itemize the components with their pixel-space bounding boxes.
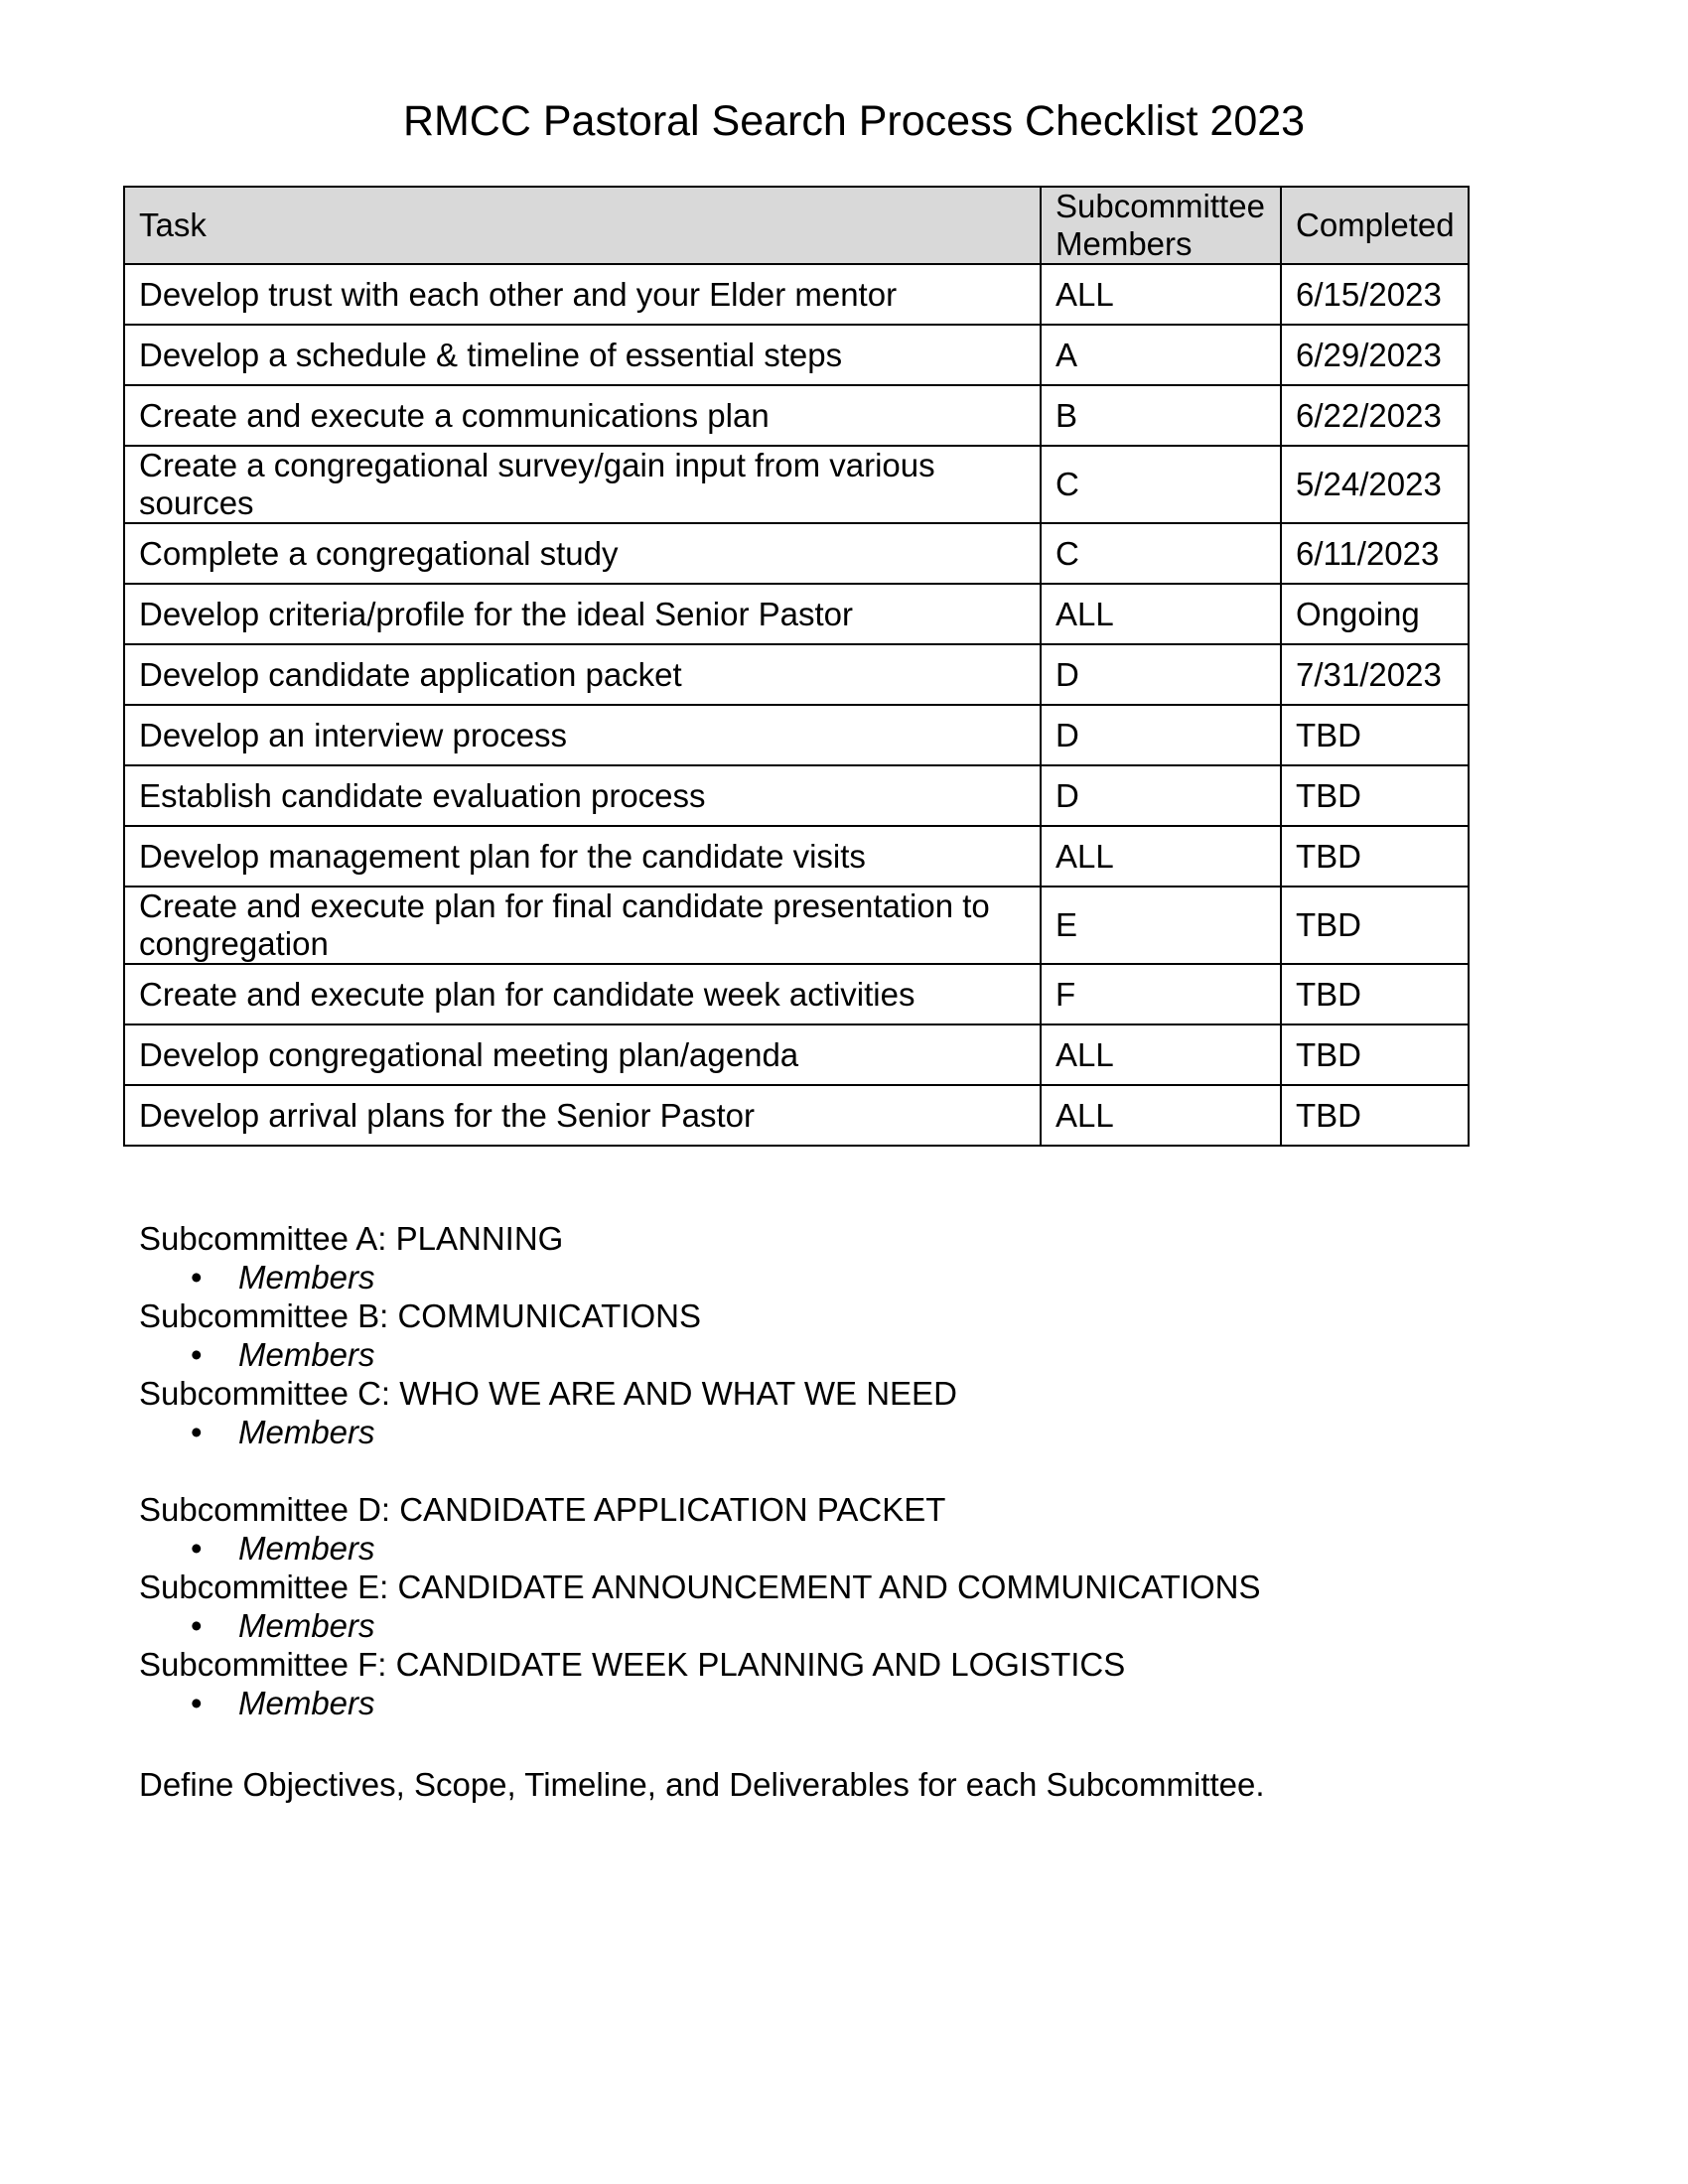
task-cell <box>124 887 1041 964</box>
subcommittee-c-members <box>139 1413 1579 1451</box>
checklist-table <box>123 186 1470 1147</box>
completed-cell: Ongoing <box>1281 584 1469 644</box>
task-cell: Develop management plan for the candidate visits <box>124 826 1041 887</box>
subcommittee-f-heading: Subcommittee F: CANDIDATE WEEK PLANNING AND LOGISTICS <box>139 1646 1126 1683</box>
members-label: Members <box>238 1259 375 1296</box>
table-row <box>124 325 1469 385</box>
members-label: Members <box>238 1530 375 1567</box>
completed-cell: TBD <box>1281 1085 1469 1146</box>
table-row <box>124 705 1469 765</box>
members-cell: E <box>1041 887 1281 964</box>
completed-cell: 7/31/2023 <box>1281 644 1469 705</box>
task-cell: Develop congregational meeting plan/agenda <box>124 1024 1041 1085</box>
task-cell: Develop an interview process <box>124 705 1041 765</box>
subcommittee-d-members <box>139 1529 1579 1568</box>
members-cell: C <box>1041 446 1281 523</box>
members-cell: B <box>1041 385 1281 446</box>
members-cell: C <box>1041 523 1281 584</box>
table-row <box>124 887 1469 964</box>
table-row <box>124 826 1469 887</box>
task-cell: Create and execute a communications plan <box>124 385 1041 446</box>
spacer <box>139 1451 1579 1490</box>
members-cell: ALL <box>1041 1024 1281 1085</box>
members-label: Members <box>238 1685 375 1721</box>
members-cell: ALL <box>1041 826 1281 887</box>
subcommittee-f-members <box>139 1684 1579 1722</box>
subcommittee-e-heading: Subcommittee E: CANDIDATE ANNOUNCEMENT AND COMMUNICATIONS <box>139 1569 1261 1605</box>
members-cell: D <box>1041 765 1281 826</box>
table-row <box>124 446 1469 523</box>
completed-cell: 5/24/2023 <box>1281 446 1469 523</box>
members-label: Members <box>238 1607 375 1644</box>
completed-cell: TBD <box>1281 765 1469 826</box>
header-members-line1: Subcommittee <box>1055 188 1265 224</box>
table-row <box>124 523 1469 584</box>
members-label: Members <box>238 1414 375 1450</box>
task-cell: Develop candidate application packet <box>124 644 1041 705</box>
table-row <box>124 644 1469 705</box>
subcommittee-a-heading: Subcommittee A: PLANNING <box>139 1220 564 1257</box>
completed-cell: 6/22/2023 <box>1281 385 1469 446</box>
table-row <box>124 765 1469 826</box>
members-cell: ALL <box>1041 584 1281 644</box>
members-cell: ALL <box>1041 264 1281 325</box>
subcommittee-legend <box>139 1219 1579 1722</box>
subcommittee-b-members <box>139 1335 1579 1374</box>
bullet-icon: • <box>191 1414 203 1450</box>
header-members-line2: Members <box>1055 225 1193 262</box>
members-cell: D <box>1041 644 1281 705</box>
table-row <box>124 1085 1469 1146</box>
footer-note: Define Objectives, Scope, Timeline, and Deliverables for each Subcommittee. <box>139 1766 1265 1803</box>
task-cell <box>124 446 1041 523</box>
header-members <box>1041 187 1281 264</box>
task-cell: Create and execute plan for candidate week activities <box>124 964 1041 1024</box>
completed-cell: TBD <box>1281 826 1469 887</box>
completed-cell: TBD <box>1281 705 1469 765</box>
subcommittee-c-heading: Subcommittee C: WHO WE ARE AND WHAT WE NEED <box>139 1375 957 1412</box>
subcommittee-d-heading: Subcommittee D: CANDIDATE APPLICATION PACKET <box>139 1491 946 1528</box>
bullet-icon: • <box>191 1336 203 1373</box>
header-task: Task <box>124 187 1041 264</box>
members-cell: F <box>1041 964 1281 1024</box>
subcommittee-a-members <box>139 1258 1579 1297</box>
completed-cell: TBD <box>1281 964 1469 1024</box>
table-row <box>124 385 1469 446</box>
task-line2: congregation <box>139 925 329 962</box>
task-line1: Create and execute plan for final candidate presentation to <box>139 887 990 924</box>
members-cell: D <box>1041 705 1281 765</box>
table-row <box>124 1024 1469 1085</box>
task-cell: Develop a schedule & timeline of essential steps <box>124 325 1041 385</box>
task-line1: Create a congregational survey/gain input from various <box>139 447 935 483</box>
bullet-icon: • <box>191 1685 203 1721</box>
task-cell: Develop trust with each other and your Elder mentor <box>124 264 1041 325</box>
bullet-icon: • <box>191 1530 203 1567</box>
table-row <box>124 964 1469 1024</box>
table-header-row <box>124 187 1469 264</box>
header-completed: Completed <box>1281 187 1469 264</box>
members-label: Members <box>238 1336 375 1373</box>
table-row <box>124 264 1469 325</box>
task-cell: Complete a congregational study <box>124 523 1041 584</box>
table-row <box>124 584 1469 644</box>
subcommittee-b-heading: Subcommittee B: COMMUNICATIONS <box>139 1297 701 1334</box>
subcommittee-e-members <box>139 1606 1579 1645</box>
completed-cell: 6/29/2023 <box>1281 325 1469 385</box>
bullet-icon: • <box>191 1607 203 1644</box>
bullet-icon: • <box>191 1259 203 1296</box>
page-title: RMCC Pastoral Search Process Checklist 2023 <box>402 97 1306 145</box>
members-cell: ALL <box>1041 1085 1281 1146</box>
task-cell: Develop arrival plans for the Senior Pastor <box>124 1085 1041 1146</box>
members-cell: A <box>1041 325 1281 385</box>
completed-cell: TBD <box>1281 1024 1469 1085</box>
task-line2: sources <box>139 484 254 521</box>
task-cell: Develop criteria/profile for the ideal Senior Pastor <box>124 584 1041 644</box>
completed-cell: TBD <box>1281 887 1469 964</box>
task-cell: Establish candidate evaluation process <box>124 765 1041 826</box>
completed-cell: 6/15/2023 <box>1281 264 1469 325</box>
completed-cell: 6/11/2023 <box>1281 523 1469 584</box>
